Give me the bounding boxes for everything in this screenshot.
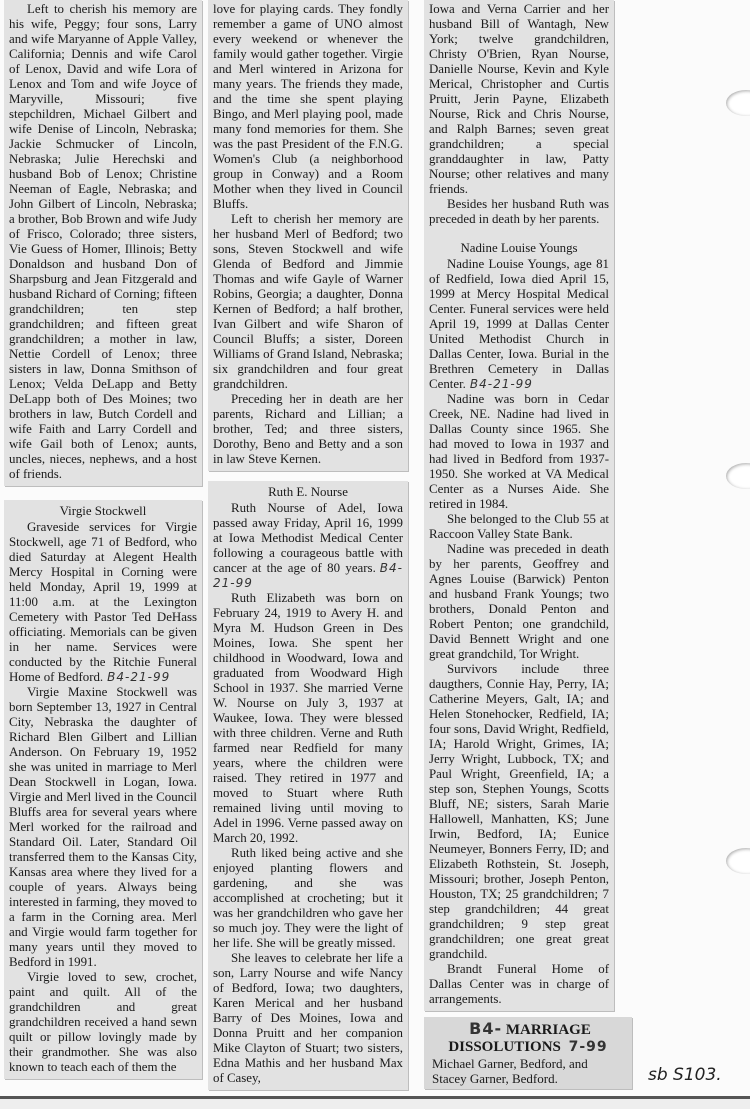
handwritten-date-note: B4-21-99: [469, 377, 533, 391]
paragraph: Ruth liked being active and she enjoyed planting flowers and gardening, and she was accomplished at crocheting; but it was her grandchildren who gave her so much joy. They were the light of her life. She will be greatly missed.: [213, 846, 403, 950]
paragraph: Iowa and Verna Carrier and her husband Bill of Wantagh, New York; twelve grandchildren, Christy O'Brien, Ryan Nourse, Danielle Nourse, Kevin and Kyle Merical, Christopher and Curtis Pruitt, Jerin Payne, Elizabeth Nourse, Rick and Chris Nourse, and Ralph Barnes; seven great grandchildren; a special granddaughter in law, Patty Nourse; other relatives and many friends.: [429, 2, 609, 196]
paragraph: [429, 257, 609, 392]
paragraph: Survivors include three daugthers, Connie Hay, Perry, IA; Catherine Meyers, Galt, IA; and Helen Stonehocker, Redfield, IA; four sons, David Wright, Redfield, IA; Harold Wright, Grimes, IA; Jerry Wright, Lubbock, TX; and Paul Wright, Greenfield, IA; a step son, Stephen Youngs, Scotts Bluff, NE; sisters, Sarah Marie Hallowell, Manhatten, KS; June Irwin, Bedford, IA; Eunice Neumeyer, Bonners Ferry, ID; and Elizabeth Rothstein, St. Joseph, Missouri; brother, Joseph Penton, Houston, TX; 25 grandchildren; 7 step grandchildren; 44 great grandchildren; 9 step great grandchildren; one great great grandchild.: [429, 662, 609, 961]
paragraph: Virgie loved to sew, crochet, paint and quilt. All of the grandchildren and great grandchildren received a hand sewn quilt or pillow lovingly made by their grandmother. She was also known to teach each of them the: [9, 970, 197, 1074]
clipping-stockwell-survivors: [4, 0, 202, 486]
punch-hole: [726, 463, 750, 489]
paragraph: Virgie Maxine Stockwell was born September 13, 1927 in Central City, Nebraska the daughter of Richard Blen Gilbert and Lillian Anderson. On February 19, 1952 she was united in marriage to Merl Dean Stockwell in Logan, Iowa. Virgie and Merl lived in the Council Bluffs area for several years where Merl worked for the railroad and Standard Oil. Later, Standard Oil transferred them to the Kansas City, Kansas area where they lived for a couple of years. Always being interested in farming, they moved to a farm in the Corning area. Merl and Virgie would farm together for many years until they moved to Bedford in 1991.: [9, 685, 197, 969]
clipping-virgie-stockwell: [4, 500, 202, 1079]
paragraph: love for playing cards. They fondly remember a game of UNO almost every weekend or whenever the family would gather together. Virgie and Merl wintered in Arizona for many years. The friends they made, and the time she spent playing Bingo, and Merl playing pool, made many fond memories for them. She was the past President of the F.N.G. Women's Club (a neighborhood group in Conway) and a Room Mother when they lived in Council Bluffs.: [213, 2, 403, 211]
column-2: [208, 0, 408, 1090]
title-line-2: DISSOLUTIONS: [448, 1039, 561, 1055]
paragraph: She leaves to celebrate her life a son, Larry Nourse and wife Nancy of Bedford, Iowa; two daughters, Karen Merical and her husband Barry of Des Moines, Iowa and Donna Pruitt and her companion Mike Clayton of Stuart; two sisters, Edna Mathis and her husband Max of Casey,: [213, 951, 403, 1085]
marriage-body: Michael Garner, Bedford, and Stacey Garner, Bedford.: [432, 1056, 588, 1086]
punch-hole: [726, 848, 750, 874]
paragraph: [9, 520, 197, 685]
obituary-title: Nadine Louise Youngs: [460, 241, 578, 255]
paragraph: Preceding her in death are her parents, Richard and Lillian; a brother, Ted; and three sisters, Dorothy, Beno and Betty and a son in law Steve Kernen.: [213, 392, 403, 466]
paragraph: Ruth Elizabeth was born on February 24, 1919 to Avery H. and Myra M. Hudson Green in Des Moines, Iowa. She spent her childhood in Woodward, Iowa and graduated from Woodward High School in 1937. She married Verne W. Nourse on July 3, 1937 at Waukee, Iowa. They were blessed with three children. Verne and Ruth farmed near Redfield for many years, where the children were raised. They retired in 1977 and moved to Stuart where Ruth remained living until moving to Adel in 1996. Verne passed away on March 20, 1992.: [213, 591, 403, 845]
paragraph-text: Nadine Louise Youngs, age 81 of Redfield, Iowa died April 15, 1999 at Mercy Hospital Medical Center. Funeral services were held April 19, 1999 at Dallas Center United Methodist Church in Dallas Center, Iowa. Burial in the Brethren Cemetery in Dallas Center.: [429, 257, 609, 391]
obituary-title: Ruth E. Nourse: [268, 485, 348, 499]
clipping-column-three: [424, 0, 614, 1011]
paragraph: She belonged to the Club 55 at Raccoon Valley State Bank.: [429, 512, 609, 541]
handwritten-date-note: B4-21-99: [213, 561, 403, 590]
clipping-virgie-continued: [208, 0, 408, 471]
paragraph: Left to cherish his memory are his wife, Peggy; four sons, Larry and wife Maryanne of Apple Valley, California; Dennis and wife Carol of Lenox, David and wife Lora of Lenox and Tom and wife Joyce of Maryville, Missouri; five stepchildren, Michael Gilbert and wife Denise of Lincoln, Nebraska; Jackie Schmucker of Lincoln, Nebraska; Julie Herechski and husband Bob of Lenox; Christine Neeman of Eagle, Nebraska; and John Gilbert of Lincoln, Nebraska; a brother, Bob Brown and wife Judy of Frisco, Colorado; three sisters, Vie Guess of Homer, Illinois; Betty Donaldson and husband Don of Sharpsburg and Jean Fitzgerald and husband Richard of Corning; fifteen grandchildren; ten step grandchildren; and fifteen great grandchildren; a mother in law, Nettie Cordell of Lenox; three sisters in law, Donna Smithson of Lenox; Velda DeLapp and Betty DeLapp both of Des Moines; two brothers in law, Butch Cordell and wife Faith and Larry Cordell and wife Gail both of Lenox; aunts, uncles, nieces, nephews, and a host of friends.: [9, 2, 197, 481]
paragraph: Nadine was preceded in death by her parents, Geoffrey and Agnes Louise (Barwick) Penton and husband Frank Youngs; two brothers, Donald Penton and Robert Penton; one grandchild, David Bennett Wright and one great grandchild, Tor Wright.: [429, 542, 609, 661]
handwritten-note-left: B4-: [469, 1019, 503, 1038]
paragraph: Besides her husband Ruth was preceded in death by her parents.: [429, 197, 609, 226]
paragraph-text: Ruth Nourse of Adel, Iowa passed away Friday, April 16, 1999 at Iowa Methodist Medical Center following a courageous battle with cancer at the age of 80 years.: [213, 501, 403, 575]
handwritten-date-note: B4-21-99: [107, 670, 171, 684]
paragraph: Left to cherish her memory are her husband Merl of Bedford; two sons, Steven Stockwell and wife Glenda of Bedford and Jimmie Thomas and wife Gayle of Warner Robins, Georgia; a daughter, Donna Kernen of Bedford; a half brother, Ivan Gilbert and wife Sharon of Council Bluffs; a sister, Doreen Williams of Grand Island, Nebraska; six grandchildren and four great grandchildren.: [213, 212, 403, 391]
paragraph: [213, 501, 403, 591]
punch-hole: [726, 90, 750, 116]
scan-margin: [0, 1099, 750, 1109]
title-line-1: MARRIAGE: [505, 1022, 591, 1038]
paragraph: Nadine was born in Cedar Creek, NE. Nadine had lived in Dallas County since 1965. She had moved to Iowa in 1937 and had lived in Bedford from 1937-1950. She worked at VA Medical Center as a Nurses Aide. She retired in 1984.: [429, 392, 609, 511]
handwritten-note-right: 7-99: [568, 1039, 608, 1055]
obituary-title: Virgie Stockwell: [59, 504, 147, 518]
clipping-ruth-nourse: [208, 481, 408, 1090]
paragraph-text: Graveside services for Virgie Stockwell, age 71 of Bedford, who died Saturday at Alegent Health Mercy Hospital in Corning were held Monday, April 19, 1999 at 11:00 a.m. at the Lexington Cemetery with Pastor Ted DeHass officiating. Memorials can be given in her name. Services were conducted by the Ritchie Funeral Home of Bedford.: [9, 520, 197, 684]
paragraph: Brandt Funeral Home of Dallas Center was in charge of arrangements.: [429, 962, 609, 1006]
handwritten-file-code: sb S103.: [648, 1065, 722, 1085]
column-3: [424, 0, 634, 1089]
column-1: [4, 0, 202, 1079]
clipping-marriage-dissolutions: [424, 1017, 632, 1089]
section-title: [432, 1020, 624, 1056]
